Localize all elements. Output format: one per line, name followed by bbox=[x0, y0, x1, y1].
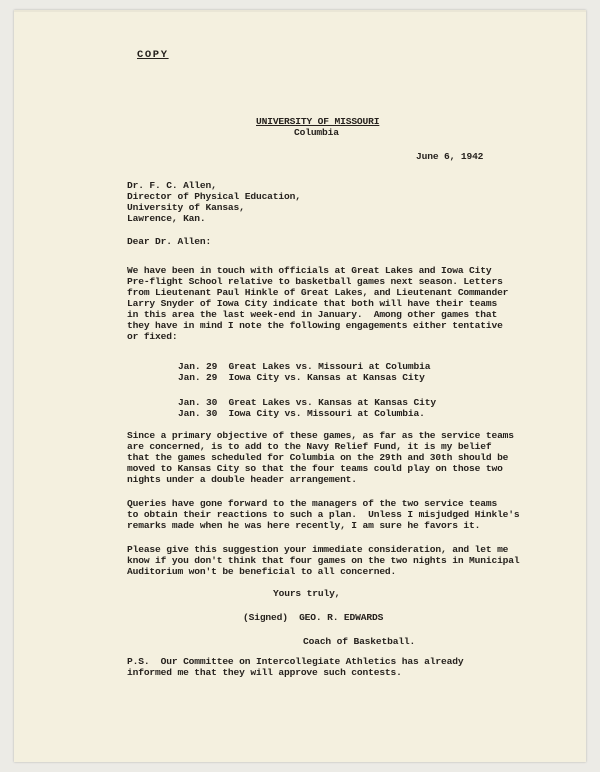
text-line: Auditorium won't be beneficial to all concerned. bbox=[127, 566, 397, 577]
signer-title: Coach of Basketball. bbox=[303, 636, 416, 647]
games-schedule-jan-30 bbox=[178, 397, 436, 419]
text-line: from Lieutenant Paul Hinkle of Great Lakes, and Lieutenant Commander bbox=[127, 287, 509, 298]
text-line: Jan. 30 Great Lakes vs. Kansas at Kansas City bbox=[178, 397, 436, 408]
text-line: know if you don't think that four games on the two nights in Municipal bbox=[127, 555, 520, 566]
body-paragraph-4 bbox=[127, 544, 520, 577]
text-line: Please give this suggestion your immediate consideration, and let me bbox=[127, 544, 509, 555]
text-line: Since a primary objective of these games, as far as the service teams bbox=[127, 430, 514, 441]
text-line: remarks made when he was here recently, I am sure he favors it. bbox=[127, 520, 481, 531]
letterhead-city: Columbia bbox=[294, 127, 339, 138]
games-schedule-jan-29 bbox=[178, 361, 430, 383]
text-line: or fixed: bbox=[127, 331, 178, 342]
text-line: in this area the last week-end in January. Among other games that bbox=[127, 309, 498, 320]
text-line: Dr. F. C. Allen, bbox=[127, 180, 217, 191]
page-edge-shading bbox=[14, 10, 586, 12]
text-line: Pre-flight School relative to basketball games next season. Letters bbox=[127, 276, 503, 287]
text-line: informed me that they will approve such contests. bbox=[127, 667, 402, 678]
text-line: Jan. 29 Great Lakes vs. Missouri at Columbia bbox=[178, 361, 431, 372]
valediction: Yours truly, bbox=[273, 588, 341, 599]
body-paragraph-1 bbox=[127, 265, 508, 342]
letter-page bbox=[14, 10, 586, 762]
body-paragraph-3 bbox=[127, 498, 520, 531]
salutation: Dear Dr. Allen: bbox=[127, 236, 212, 247]
signature-line: (Signed) GEO. R. EDWARDS bbox=[243, 612, 384, 623]
text-line: nights under a double header arrangement. bbox=[127, 474, 357, 485]
body-paragraph-2 bbox=[127, 430, 514, 485]
copy-mark: COPY bbox=[137, 49, 169, 61]
letter-date: June 6, 1942 bbox=[416, 151, 484, 162]
text-line: that the games scheduled for Columbia on the 29th and 30th should be bbox=[127, 452, 509, 463]
text-line: moved to Kansas City so that the four teams could play on those two bbox=[127, 463, 503, 474]
text-line: Larry Snyder of Iowa City indicate that both will have their teams bbox=[127, 298, 498, 309]
recipient-address bbox=[127, 180, 301, 224]
text-line: Jan. 29 Iowa City vs. Kansas at Kansas City bbox=[178, 372, 425, 383]
postscript bbox=[127, 656, 463, 678]
text-line: Queries have gone forward to the managers of the two service teams bbox=[127, 498, 498, 509]
text-line: We have been in touch with officials at Great Lakes and Iowa City bbox=[127, 265, 492, 276]
text-line: are concerned, is to add to the Navy Relief Fund, it is my belief bbox=[127, 441, 492, 452]
text-line: University of Kansas, bbox=[127, 202, 245, 213]
text-line: P.S. Our Committee on Intercollegiate Athletics has already bbox=[127, 656, 464, 667]
text-line: Jan. 30 Iowa City vs. Missouri at Columbia. bbox=[178, 408, 425, 419]
letterhead-organization: UNIVERSITY OF MISSOURI bbox=[256, 116, 380, 127]
text-line: they have in mind I note the following engagements either tentative bbox=[127, 320, 503, 331]
text-line: to obtain their reactions to such a plan. Unless I misjudged Hinkle's bbox=[127, 509, 520, 520]
text-line: Lawrence, Kan. bbox=[127, 213, 206, 224]
text-line: Director of Physical Education, bbox=[127, 191, 301, 202]
